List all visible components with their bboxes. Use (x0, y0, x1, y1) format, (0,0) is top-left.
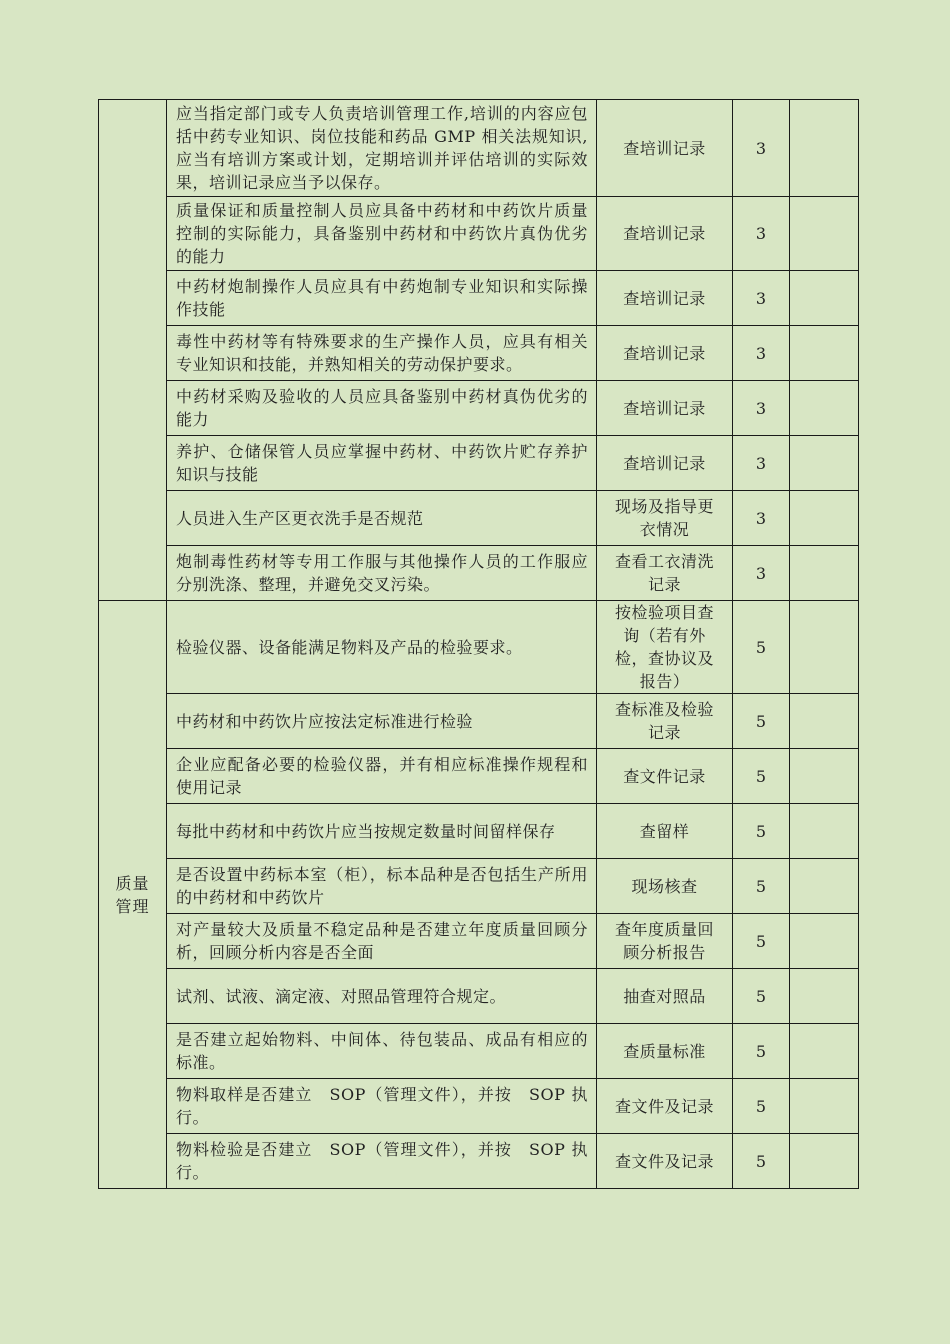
score-cell: 5 (733, 601, 790, 694)
check-method-cell: 按检验项目查询（若有外检，查协议及报告） (597, 601, 733, 694)
score-cell: 3 (733, 326, 790, 381)
requirement-cell: 炮制毒性药材等专用工作服与其他操作人员的工作服应分别洗涤、整理，并避免交叉污染。 (167, 546, 597, 601)
table-row (99, 546, 859, 601)
score-cell: 3 (733, 546, 790, 601)
result-cell (790, 100, 859, 197)
requirement-cell: 物料检验是否建立 SOP（管理文件），并按 SOP 执行。 (167, 1134, 597, 1189)
table-row (99, 969, 859, 1024)
requirement-cell: 物料取样是否建立 SOP（管理文件），并按 SOP 执行。 (167, 1079, 597, 1134)
result-cell (790, 1134, 859, 1189)
table-row (99, 326, 859, 381)
result-cell (790, 197, 859, 271)
table-row (99, 601, 859, 694)
check-method-cell: 查培训记录 (597, 381, 733, 436)
requirement-cell: 中药材炮制操作人员应具有中药炮制专业知识和实际操作技能 (167, 271, 597, 326)
check-method-cell: 现场核查 (597, 859, 733, 914)
table-row (99, 749, 859, 804)
table-row (99, 859, 859, 914)
score-cell: 3 (733, 491, 790, 546)
score-cell: 3 (733, 436, 790, 491)
result-cell (790, 804, 859, 859)
category-label: 质量管理 (115, 873, 150, 916)
inspection-checklist-table (98, 99, 859, 1189)
requirement-cell: 检验仪器、设备能满足物料及产品的检验要求。 (167, 601, 597, 694)
check-method-cell: 现场及指导更衣情况 (597, 491, 733, 546)
score-cell: 5 (733, 1079, 790, 1134)
score-cell: 5 (733, 749, 790, 804)
check-method-cell: 查培训记录 (597, 271, 733, 326)
result-cell (790, 694, 859, 749)
table-row (99, 491, 859, 546)
check-method-cell: 查文件及记录 (597, 1079, 733, 1134)
result-cell (790, 271, 859, 326)
category-cell-personnel (99, 100, 167, 601)
requirement-cell: 对产量较大及质量不稳定品种是否建立年度质量回顾分析，回顾分析内容是否全面 (167, 914, 597, 969)
table-row (99, 1134, 859, 1189)
score-cell: 5 (733, 1134, 790, 1189)
table-row (99, 100, 859, 197)
table-row (99, 271, 859, 326)
result-cell (790, 601, 859, 694)
check-method-cell: 查看工衣清洗记录 (597, 546, 733, 601)
score-cell: 5 (733, 804, 790, 859)
table-row (99, 381, 859, 436)
check-method-cell: 查标准及检验记录 (597, 694, 733, 749)
requirement-cell: 每批中药材和中药饮片应当按规定数量时间留样保存 (167, 804, 597, 859)
result-cell (790, 859, 859, 914)
score-cell: 3 (733, 271, 790, 326)
check-method-cell: 查培训记录 (597, 326, 733, 381)
result-cell (790, 914, 859, 969)
result-cell (790, 326, 859, 381)
table-row (99, 914, 859, 969)
check-method-cell: 查文件记录 (597, 749, 733, 804)
table-row (99, 436, 859, 491)
table-row (99, 1024, 859, 1079)
result-cell (790, 1024, 859, 1079)
score-cell: 5 (733, 1024, 790, 1079)
score-cell: 3 (733, 100, 790, 197)
score-cell: 5 (733, 694, 790, 749)
check-method-cell: 查培训记录 (597, 197, 733, 271)
result-cell (790, 1079, 859, 1134)
requirement-cell: 中药材和中药饮片应按法定标准进行检验 (167, 694, 597, 749)
result-cell (790, 969, 859, 1024)
result-cell (790, 546, 859, 601)
result-cell (790, 749, 859, 804)
requirement-cell: 人员进入生产区更衣洗手是否规范 (167, 491, 597, 546)
requirement-cell: 养护、仓储保管人员应掌握中药材、中药饮片贮存养护知识与技能 (167, 436, 597, 491)
table-row (99, 197, 859, 271)
score-cell: 3 (733, 197, 790, 271)
requirement-cell: 试剂、试液、滴定液、对照品管理符合规定。 (167, 969, 597, 1024)
score-cell: 5 (733, 859, 790, 914)
requirement-cell: 中药材采购及验收的人员应具备鉴别中药材真伪优劣的能力 (167, 381, 597, 436)
table-row (99, 804, 859, 859)
check-method-cell: 查文件及记录 (597, 1134, 733, 1189)
result-cell (790, 491, 859, 546)
check-method-cell: 查培训记录 (597, 436, 733, 491)
check-method-cell: 查质量标准 (597, 1024, 733, 1079)
score-cell: 5 (733, 914, 790, 969)
check-method-cell: 抽查对照品 (597, 969, 733, 1024)
requirement-cell: 应当指定部门或专人负责培训管理工作,培训的内容应包括中药专业知识、岗位技能和药品 GMP 相关法规知识,应当有培训方案或计划，定期培训并评估培训的实际效果，培训记录应当予以保存。 (167, 100, 597, 197)
result-cell (790, 381, 859, 436)
category-cell-quality (99, 601, 167, 1189)
table-row (99, 694, 859, 749)
check-method-cell: 查留样 (597, 804, 733, 859)
requirement-cell: 企业应配备必要的检验仪器，并有相应标准操作规程和使用记录 (167, 749, 597, 804)
check-method-cell: 查年度质量回顾分析报告 (597, 914, 733, 969)
requirement-cell: 质量保证和质量控制人员应具备中药材和中药饮片质量控制的实际能力，具备鉴别中药材和中药饮片真伪优劣的能力 (167, 197, 597, 271)
check-method-cell: 查培训记录 (597, 100, 733, 197)
table-row (99, 1079, 859, 1134)
score-cell: 3 (733, 381, 790, 436)
requirement-cell: 是否建立起始物料、中间体、待包装品、成品有相应的标准。 (167, 1024, 597, 1079)
score-cell: 5 (733, 969, 790, 1024)
requirement-cell: 是否设置中药标本室（柜），标本品种是否包括生产所用的中药材和中药饮片 (167, 859, 597, 914)
requirement-cell: 毒性中药材等有特殊要求的生产操作人员，应具有相关专业知识和技能，并熟知相关的劳动保护要求。 (167, 326, 597, 381)
result-cell (790, 436, 859, 491)
